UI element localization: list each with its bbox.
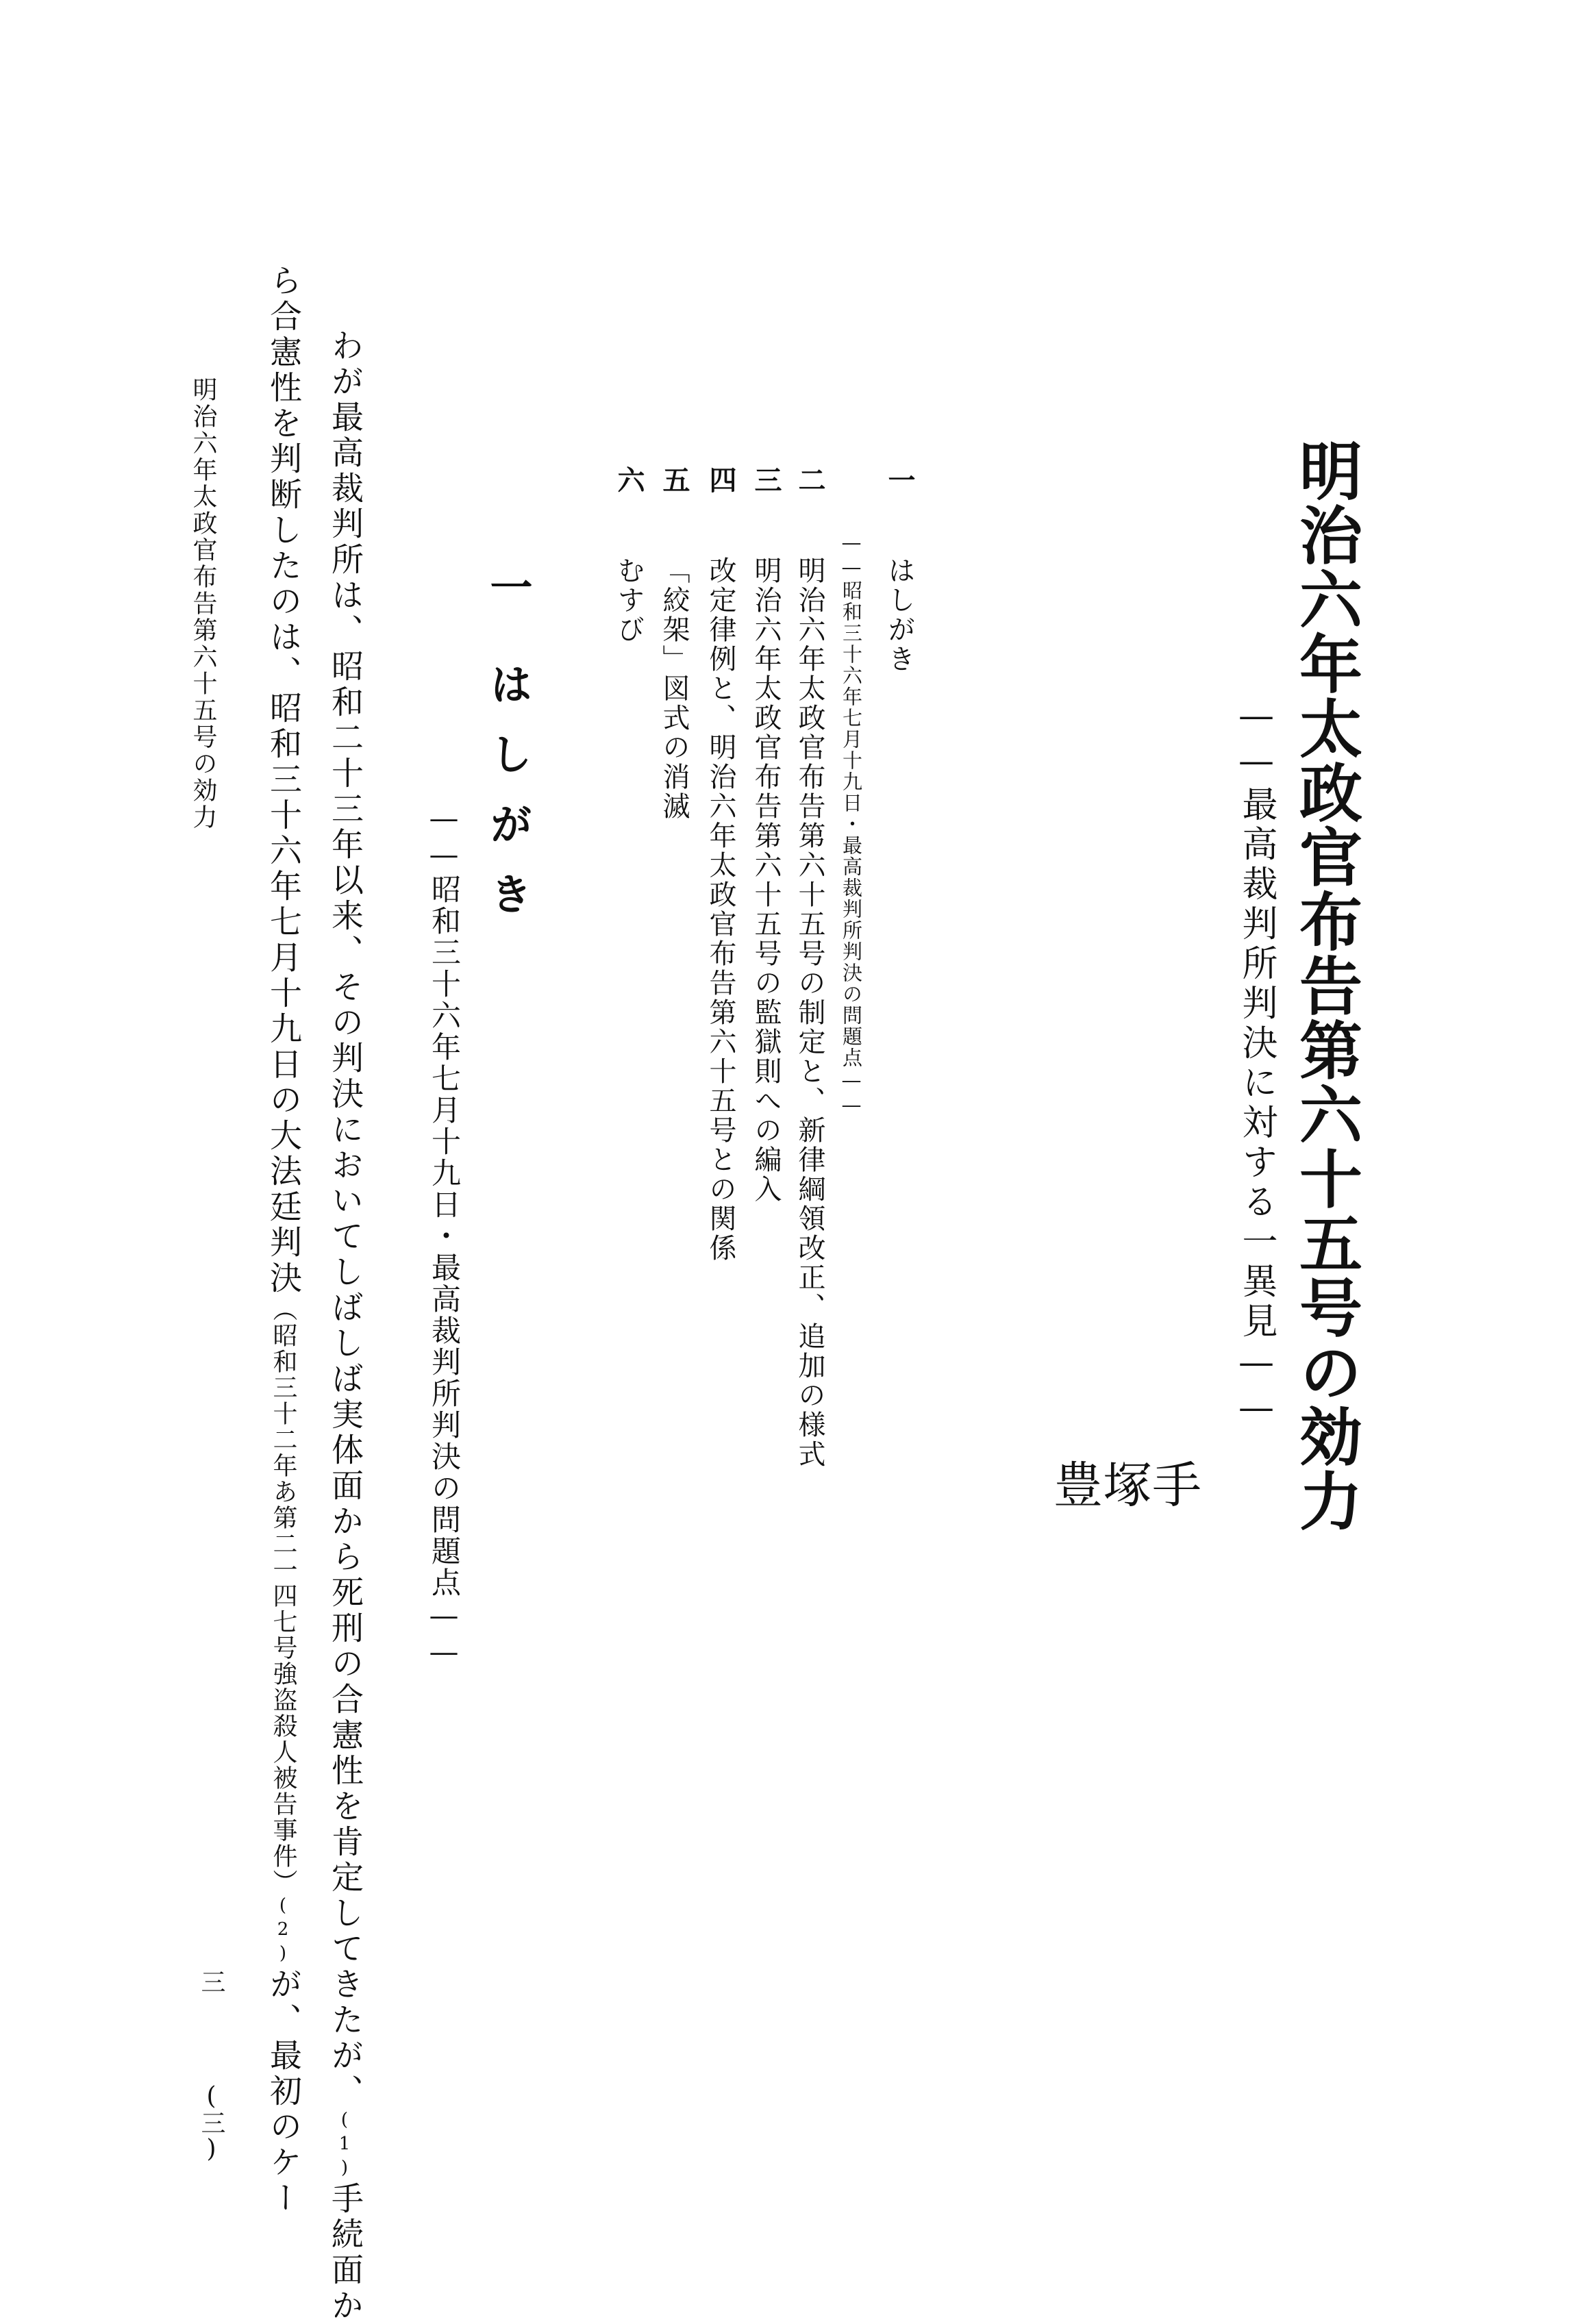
article-title: 明治六年太政官布告第六十五号の効力 <box>1289 438 1363 1533</box>
toc-item <box>660 466 688 821</box>
toc-item <box>884 466 916 674</box>
body-text: が、最初のケー <box>264 1967 302 2216</box>
toc-text: 「絞架」図式の消滅 <box>658 556 690 821</box>
toc-text: はしがき <box>884 556 915 674</box>
body-line <box>264 264 302 2216</box>
toc-item <box>752 466 780 1204</box>
running-title: 明治六年太政官布告第六十五号の効力 <box>189 377 217 831</box>
body-line <box>326 329 364 2324</box>
section-title: はしがき <box>483 662 533 942</box>
toc-text: 明治六年太政官布告第六十五号の制定と、新律綱領改正、追加の様式 <box>794 556 825 1469</box>
toc-text: むすび <box>613 556 645 645</box>
toc-number: 二 <box>794 466 826 495</box>
section-heading <box>483 565 533 942</box>
section-subheading: ——昭和三十六年七月十九日・最高裁判所判決の問題点—— <box>427 801 461 1671</box>
toc-item <box>794 466 826 1469</box>
author-char: 塚 <box>1095 1459 1152 1508</box>
body-paren-text: （昭和三十二年あ第二一四七号強盗殺人被告事件） <box>269 1297 297 1895</box>
body-text: わが最高裁判所は、昭和二十三年以来、その判決においてしばしば実体面から死刑の合憲性を肯定してきたが、 <box>326 329 364 2110</box>
toc-number: 四 <box>705 466 737 495</box>
page-number-paren: (三) <box>197 2082 225 2163</box>
footnote-marker[interactable]: (1) <box>334 2110 355 2182</box>
toc-text: 明治六年太政官布告第六十五号の監獄則への編入 <box>750 556 782 1204</box>
toc-number: 一 <box>884 466 916 495</box>
author-name <box>1045 1459 1201 1769</box>
body-text: 手続面か <box>326 2182 364 2324</box>
toc-number: 五 <box>658 466 690 495</box>
author-char: 手 <box>1144 1459 1201 1508</box>
toc-item <box>705 466 737 1263</box>
toc-number: 三 <box>750 466 782 495</box>
footnote-marker[interactable]: (2) <box>273 1895 293 1967</box>
body-text: ら合憲性を判断したのは、昭和三十六年七月十九日の大法廷判決 <box>264 264 302 1297</box>
toc-item <box>615 466 643 645</box>
section-number: 一 <box>483 565 533 635</box>
page-number: 三 <box>197 1969 225 1994</box>
author-char: 豊 <box>1045 1459 1103 1508</box>
toc-number: 六 <box>613 466 645 495</box>
toc-subtitle: ——昭和三十六年七月十九日・最高裁判所判決の問題点—— <box>840 531 863 1118</box>
article-subtitle: ——最高裁判所判決に対する一異見—— <box>1236 695 1277 1432</box>
toc-text: 改定律例と、明治六年太政官布告第六十五号との関係 <box>705 556 736 1263</box>
